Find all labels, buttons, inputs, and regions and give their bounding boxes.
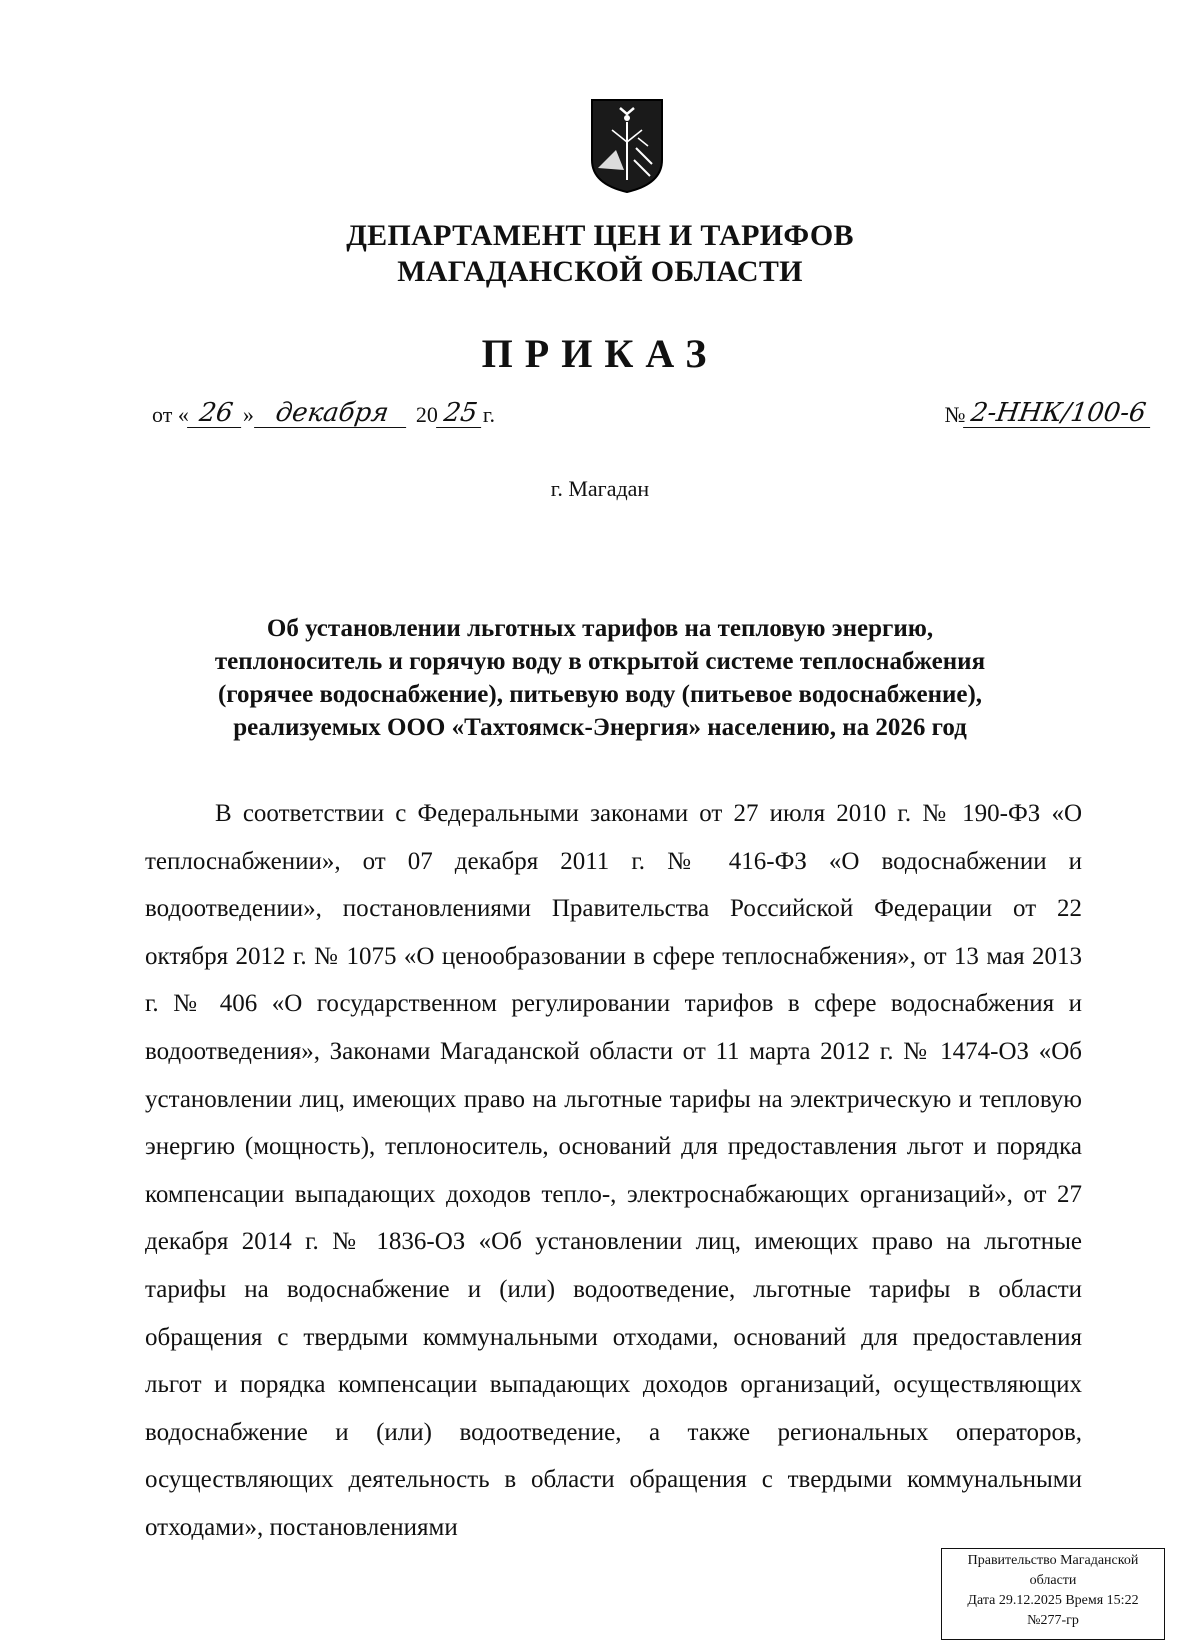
date-year-handwritten: 25 xyxy=(436,400,485,428)
order-title xyxy=(150,612,1050,744)
date-year-end: г. xyxy=(482,402,495,427)
order-body-paragraph: В соответствии с Федеральными законами от 27 июля 2010 г. № 190-ФЗ «О теплоснабжении», от 07 декабря 2011 г. № 416-ФЗ «О водоснабжении и водоотведении», постановлениями Правительства Российской Федерации от 22 октября 2012 г. № 1075 «О ценообразовании в сфере теплоснабжения», от 13 мая 2013 г. № 406 «О государственном регулировании тарифов в сфере водоснабжения и водоотведения», Законами Магаданской области от 11 марта 2012 г. № 1474-ОЗ «Об установлении лиц, имеющих право на льготные тарифы на электрическую и тепловую энергию (мощность), теплоноситель, оснований для предоставления льгот и порядка компенсации выпадающих доходов тепло-, электроснабжающих организаций», от 27 декабря 2014 г. № 1836-ОЗ «Об установлении лиц, имеющих право на льготные тарифы на водоснабжение и (или) водоотведение, льготные тарифы в области обращения с твердыми коммунальными отходами, оснований для предоставления льгот и порядка компенсации выпадающих доходов организаций, осуществляющих водоснабжение и (или) водоотведение, а также региональных операторов, осуществляющих деятельность в области обращения с твердыми коммунальными отходами», постановлениями xyxy=(145,800,1082,1541)
date-year-prefix: 20 xyxy=(415,402,438,427)
order-title-line1: Об установлении льготных тарифов на тепловую энергию, xyxy=(266,615,934,642)
order-date xyxy=(152,400,495,428)
stamp-line2: области xyxy=(1029,1573,1077,1588)
stamp-line1: Правительство Магаданской xyxy=(967,1553,1139,1568)
magadan-region-coat-of-arms-icon xyxy=(590,98,664,194)
department-name xyxy=(0,218,1200,290)
department-name-line1: ДЕПАРТАМЕНТ ЦЕН И ТАРИФОВ xyxy=(346,219,854,252)
date-day-handwritten: 26 xyxy=(187,400,245,428)
registration-stamp xyxy=(941,1548,1165,1640)
date-month-handwritten: декабря xyxy=(254,400,410,428)
order-number-prefix: № xyxy=(944,402,966,427)
order-number-handwritten: 2-ННК/100-6 xyxy=(964,400,1154,428)
document-type-title: ПРИКАЗ xyxy=(481,331,719,376)
department-name-line2: МАГАДАНСКОЙ ОБЛАСТИ xyxy=(397,255,803,288)
stamp-line3: Дата 29.12.2025 Время 15:22 xyxy=(967,1593,1139,1608)
order-number xyxy=(944,400,1152,428)
order-title-line2: теплоноситель и горячую воду в открытой системе теплоснабжения xyxy=(214,648,986,675)
date-day-close: » xyxy=(242,402,254,427)
order-title-line3: (горячее водоснабжение), питьевую воду (питьевое водоснабжение), xyxy=(217,681,983,708)
stamp-line4: №277-гр xyxy=(1027,1613,1079,1628)
city-name: г. Магадан xyxy=(550,476,650,501)
date-prefix: от « xyxy=(152,402,189,427)
order-title-line4: реализуемых ООО «Тахтоямск-Энергия» населению, на 2026 год xyxy=(233,714,967,741)
